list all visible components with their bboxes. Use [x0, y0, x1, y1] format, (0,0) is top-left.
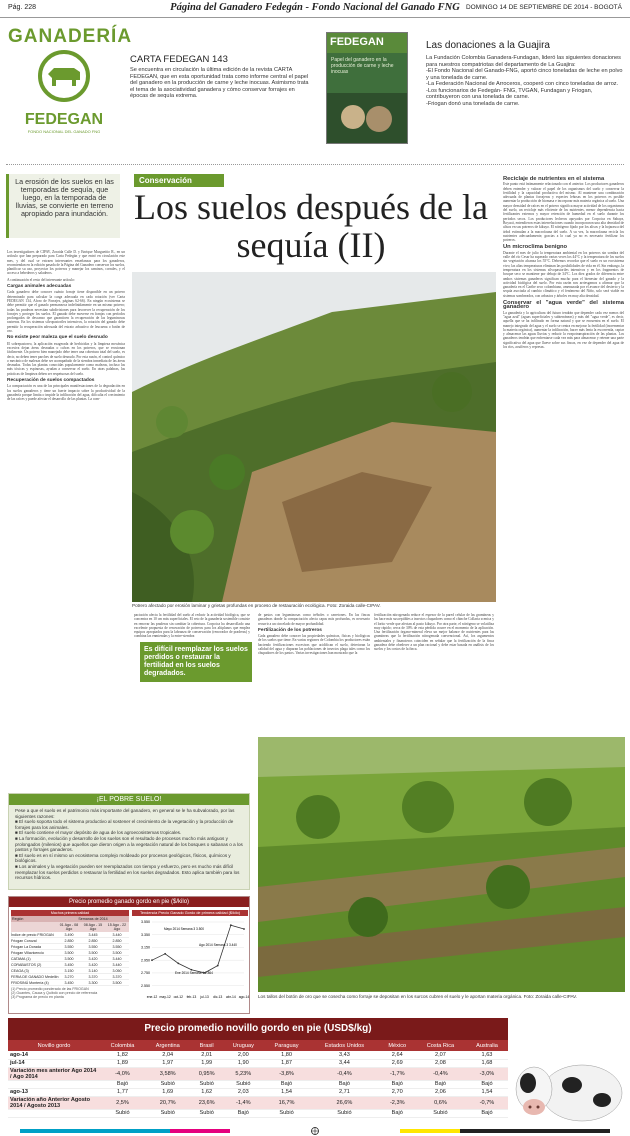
table-row	[8, 1051, 508, 1059]
price-cell: 1,87	[264, 1059, 310, 1067]
price-cell: Bajó	[466, 1080, 508, 1088]
subheading: Un microclima benigno	[503, 244, 568, 251]
region-name: CORABASTOS (2)	[11, 962, 42, 967]
lead-text: La erosión de los suelos en las temporadas de sequía, que luego, en la temporada de lluvias, se convierte en terreno apropiado para inundación.	[15, 177, 114, 218]
x-tick-label: ago-14	[238, 995, 250, 999]
price-cell: Bajó	[223, 1109, 264, 1117]
data-annotation: Mayo 2014 Semana 3 3.500	[163, 927, 205, 931]
week-column-header: 01 Ago - 08 Ago	[59, 923, 79, 931]
data-point	[164, 953, 166, 955]
price-cell: 16,7%	[264, 1096, 310, 1109]
price-cell: 2,03	[223, 1088, 264, 1096]
price-cell: 3.550	[112, 944, 122, 949]
divider	[6, 164, 624, 165]
price-cell: Subió	[145, 1109, 191, 1117]
table-note: (2) Guantes, Cauca y Quibdó con precio de referencia	[11, 991, 98, 995]
price-cell: 2,64	[380, 1051, 415, 1059]
y-tick-label: 2.550	[141, 983, 150, 988]
row-label: Variación año Anterior Agosto 2014 / Agosto 2013	[8, 1096, 100, 1109]
magazine-subtitle: Papel del ganadero en la producción de carne y leche inocuas	[331, 57, 394, 75]
usd-table-title: Precio promedio novillo gordo en pie (USD$/kg)	[8, 1018, 508, 1040]
table-row	[8, 1088, 508, 1096]
article-right-column	[503, 174, 624, 794]
box-title: ¡EL POBRE SUELO!	[9, 794, 249, 805]
price-trend-chart	[132, 910, 248, 1012]
column-header: Argentina	[145, 1040, 191, 1051]
y-tick-label: 3.150	[141, 945, 150, 950]
column-header: Colombia	[100, 1040, 145, 1051]
headline: Los suelos después de la sequía (II)	[134, 187, 488, 265]
paragraph: Cada ganadero debe conocer cuánto forraje tiene disponible en un potrero determinado para calcular la carga adecuada en cada rotación (ver Carta FEDEGAN 134, Aforo de Forrajes, páginas 62-66). En ningún ecosistema se debe permitir que el ganado permanezca indefinidamente en un mismo potrero; todas las praderas necesitan subdivisiones para favorecer la recuperación de los forrajes y proteger los suelos. El ganado debe moverse en franjas con períodos prolongados de descanso que garanticen la recuperación de las leguminosas rastreras. En los sistemas silvopastoriles intensivos, la rotación del ganado debe permitir la recuperación adecuada del estrato arbustivo de leucaena o botón de oro.	[7, 290, 125, 334]
price-cell: 1,89	[100, 1059, 145, 1067]
article-column-1	[7, 250, 125, 770]
region-name: Friogan Corozal	[11, 938, 37, 943]
magazine-cover-image	[327, 33, 407, 143]
price-cell: 3.420	[88, 956, 98, 961]
price-cell: 2,07	[415, 1051, 466, 1059]
table-row	[8, 1080, 508, 1088]
list-item: ■ La formación, evolución y desarrollo de los suelos son el resultado de procesos mucho más antiguos y prolongados (milenios) que aquellos que dieron origen a la vegetación natural de los bosques o sabanas o a los pastos y forrajes ganaderos.	[15, 835, 243, 853]
region-name: Friogan La Dorada	[11, 944, 41, 949]
data-annotation: Ene 2014 Semana 1 2.864	[175, 971, 213, 975]
fedegan-cow-logo-icon	[8, 48, 120, 106]
price-cell: 2.850	[112, 938, 122, 943]
region-name: CATAMA (1)	[11, 956, 31, 961]
y-tick-label: 2.950	[141, 958, 150, 963]
x-tick-label: feb-13	[186, 995, 197, 999]
price-cell: 1,82	[100, 1051, 145, 1059]
subheading: Recuperación de suelos compactados	[7, 378, 95, 384]
region-table	[11, 910, 129, 999]
donaciones-notice	[426, 40, 624, 107]
section-wordmark: GANADERÍA	[8, 26, 133, 47]
region-name: FRIOSINÚ Montería (4)	[11, 980, 49, 985]
price-cell: 3.300	[88, 980, 98, 985]
price-cell: 20,7%	[145, 1096, 191, 1109]
top-bar	[0, 0, 630, 18]
price-cell: 0,6%	[415, 1096, 466, 1109]
paragraph: Cada ganadero debe conocer las propiedades químicas, físicas y biológicas de los suelos que tiene. En varias regiones de Colombia los productores están haciendo fertilizaciones excesivas que acidifican el suelo, deterioran la calidad del agua y disparan las poblaciones de insectos plaga tales como los chupadores de los pastos. Varias investigaciones han mostrado que la	[258, 634, 370, 656]
pull-quote: Es difícil reemplazar los suelos perdidos o restaurar la fertilidad en los suelos degradados.	[140, 642, 252, 682]
price-cell: 3.500	[64, 950, 74, 955]
price-cell: 2,71	[309, 1088, 379, 1096]
price-cell: Subió	[309, 1109, 379, 1117]
price-cell: Subió	[145, 1080, 191, 1088]
column-header: Paraguay	[264, 1040, 310, 1051]
issue-date: DOMINGO 14 DE SEPTIEMBRE DE 2014 - BOGOTÁ	[465, 4, 622, 11]
table-title: Machos primera calidad	[11, 910, 129, 916]
row-label: jul-14	[8, 1059, 100, 1067]
price-box-title: Precio promedio ganado gordo en pie ($/kilo)	[9, 897, 249, 907]
paragraph: Los investigadores de CIPAV, Zoraida Calle D. y Enrique Murgueitio R., en un artículo que han preparado para Carta Fedegán y que entró en circulación este mes, y del cual se extraen interesantes enseñanzas para los ganaderos, recomiendan en la edición pasada de la Página del Ganadero conservar los suelos, planificar su uso, proyectar los potreros y manejar los caminos, corrales, y el acceso a bebederos y saladeros.	[7, 250, 125, 276]
column-header: Uruguay	[223, 1040, 264, 1051]
donaciones-title: Las donaciones a la Guajira	[426, 40, 550, 51]
price-cell: 3.140	[88, 968, 98, 973]
donaciones-item: -El Fondo Nacional del Ganado-FNG, aportó cinco toneladas de leche en polvo y una tonelada de carne.	[426, 68, 623, 81]
price-cell: -3,0%	[466, 1067, 508, 1080]
list-item: ■ El suelo soporta todo el sistema productivo al sostener el crecimiento de la vegetación y la producción de forrajes para los animales.	[15, 819, 234, 830]
x-tick-label: abr-14	[225, 995, 236, 999]
chart-title: Tendencia Precio Ganado Gordo de primera calidad ($/kilo)	[132, 910, 248, 916]
data-point	[177, 962, 179, 964]
price-cell: 3.270	[64, 974, 74, 979]
price-cell: 2,5%	[100, 1096, 145, 1109]
photo-caption: Los tallos del botón de oro que se cosecha como forraje se depositan en los surcos cubren el suelo y le aportan materia orgánica. Foto: Zoraida calle-CIPAV.	[258, 994, 578, 999]
price-cell: Subió	[415, 1109, 466, 1117]
table-note: (1) Precio promedio ponderado de las FRIOGAN	[11, 987, 89, 991]
column-header: Australia	[466, 1040, 508, 1051]
donaciones-item: -Los funcionarios de Fedegán- FNG, TVGAN, Fundagan y Friogan, contribuyeron con una tonelada de carne.	[426, 87, 593, 100]
price-cell: 1,99	[190, 1059, 222, 1067]
price-cell: 3.440	[112, 956, 122, 961]
price-cell: 1,54	[466, 1088, 508, 1096]
price-cell: 1,69	[145, 1088, 191, 1096]
price-cell: 1,77	[100, 1088, 145, 1096]
x-tick-label: ene-12	[146, 995, 158, 999]
price-cell: Subió	[190, 1080, 222, 1088]
price-cell: 1,62	[190, 1088, 222, 1096]
pobre-suelo-box	[8, 793, 250, 890]
usd-price-table	[8, 1018, 508, 1122]
column-header: Estados Unidos	[309, 1040, 379, 1051]
price-cell: 2.850	[88, 938, 98, 943]
paragraph: Este punto está íntimamente relacionado con el anterior. Los productores ganaderos deben entender y valorar el papel de los organismos del suelo y conservar la fertilidad y la capacidad productiva del mismo. Al mantener una combinación adecuada de plantas forrajeras y especies leñosas en los potreros es posible aumentar la producción de biomasa e incorporar más materia orgánica al suelo. Una mayor densidad de raíces en el potrero significa mayor actividad de los organismos del suelo, un reciclaje más eficiente de los nutrientes, menor dependencia hacia fertilizantes externos y mayor retención de humedad en el suelo durante los períodos secos. Los productores lecheros apoyados por Corpoica en Sabaya, Boyacá, entendieron estas interrelaciones cuando incorporaron una alta densidad de alisos en sus potreros de kikuyo. El nitrógeno fijado por los alisos y la hojarasca del árbol estimulan a la macrofauna del suelo. A su vez, la macrofauna recicla los nutrientes adecuadamente, gracias a lo cual ya no es necesario fertilizar los potreros.	[503, 182, 624, 243]
x-tick-label: oct-12	[173, 995, 184, 999]
list-item: ■ El suelo contiene el mayor depósito de agua de los agroecosistemas tropicales.	[15, 830, 182, 836]
price-cell: 0,95%	[190, 1067, 222, 1080]
price-cell: Bajó	[309, 1080, 379, 1088]
subheading: Reciclaje de nutrientes en el sistema	[503, 176, 605, 182]
paragraph: Durante el mes de julio la temperatura ambiental en los potreros sin sombra del valle del río Cesar ha superado varias veces los 44°C y la temperatura de los suelos sin vegetación alcanza los 55°C. Debemos recordar que el suelo es un ecosistema vivo; las altas temperaturas eliminan las posibilidades de vida en él. Sin embargo, la temperatura en los sistemas silvopastoriles intensivos y en los fragmentos de bosque seco se mantiene por debajo de 34°C. Los diez grados de diferencia entre ambos sistemas ganaderos significan mucho para el bienestar del ganado y la actividad biológica del suelo. Por esta razón nos arriesgamos a afirmar que la ganadería en el Caribe seco colombiano, amenazada por el avance del desierto y la sequía asociada al cambio climático y el fenómeno del Niño, solo será viable en sistemas sombreados, con arbustos y árboles en muy alta densidad.	[503, 250, 624, 298]
boton-de-oro-forage-photo	[258, 737, 625, 992]
price-cell: 2,70	[380, 1088, 415, 1096]
price-cell: 3.450	[64, 980, 74, 985]
row-label: Variación mes anterior Ago 2014 / Ago 2014	[8, 1067, 100, 1080]
x-tick-label: dic-13	[213, 995, 223, 999]
paragraph: A continuación el resto del interesante artículo:	[7, 277, 75, 282]
table-row	[8, 1067, 508, 1080]
price-cell: 3.150	[64, 968, 74, 973]
donaciones-intro: La Fundación Colombia Ganadera-Fundagan, lideró las siguientes donaciones para nuestros compatriotas del departamento de La Guajira:	[426, 55, 621, 68]
price-cell: Bajó	[264, 1080, 310, 1088]
page-number: Pág. 228	[8, 4, 37, 11]
region-name: Friogan Villavicencio	[11, 950, 44, 955]
price-cell: 3,43	[309, 1051, 379, 1059]
magazine-cover	[326, 32, 408, 144]
price-cell: Subió	[223, 1080, 264, 1088]
column-header: Costa Rica	[415, 1040, 466, 1051]
price-cell: 1,54	[264, 1088, 310, 1096]
price-cell: -0,4%	[309, 1067, 379, 1080]
price-cell: 3.450	[64, 962, 74, 967]
price-cell: -0,7%	[466, 1096, 508, 1109]
column-header: Novillo gordo	[8, 1040, 100, 1051]
data-point	[217, 965, 219, 967]
table-row	[8, 1059, 508, 1067]
price-cell: 2,04	[145, 1051, 191, 1059]
price-cell: 3.550	[64, 944, 74, 949]
price-cell: 3.370	[112, 974, 122, 979]
price-cell: 3.440	[112, 932, 122, 937]
paragraph: La ganadería y la agricultura del futuro tendrán que depender cada vez menos del "agua azul" (aguas superficiales y subterráneas) y más del "agua verde", es decir, aquella que se ha infiltrado en forma natural y que se encuentra en el suelo. El manejo integrado del agua y el suelo se centra en mejorar la fertilidad (incrementar la materia orgánica), aumentar la infiltración, hacer más lenta la escorrentía, captar y almacenar las aguas lluvias y reducir la evapotranspiración de las plantas. Los ganaderos tendrán que enfrentarse cada vez más para almacenar y retener una parte significativa del agua que llueve sobre sus fincas, en vez de depender del agua de los ríos, acuíferos y represas.	[503, 310, 624, 349]
chart-svg	[132, 916, 248, 1004]
lead-box	[6, 174, 120, 238]
donaciones-item: -Friogan donó una tonelada de carne.	[426, 100, 520, 107]
page-title: Página del Ganadero Fedegán - Fondo Nacional del Ganado FNG	[170, 2, 460, 13]
article-column-c	[374, 613, 494, 733]
section-label: Conservación	[134, 174, 224, 187]
carta-fedegan-notice	[130, 54, 310, 100]
article-column-a	[134, 613, 250, 791]
price-cell: -1,4%	[223, 1096, 264, 1109]
subheading: Cargas animales adecuadas	[7, 284, 72, 290]
week-spacer	[11, 922, 57, 932]
price-cell: Bajó	[466, 1109, 508, 1117]
subheading: Fertilización de los potreros	[258, 627, 322, 633]
price-cell: 1,80	[264, 1051, 310, 1059]
price-cell: 3.050	[112, 968, 122, 973]
price-cell: 3.420	[88, 962, 98, 967]
price-cell: 1,63	[466, 1051, 508, 1059]
data-point	[243, 928, 245, 930]
data-point	[230, 924, 232, 926]
cow-illustration	[512, 1045, 624, 1125]
row-label: ago-13	[8, 1088, 100, 1096]
price-cell: 3.370	[88, 974, 98, 979]
magazine-title: FEDEGAN	[330, 36, 384, 48]
y-tick-label: 3.550	[141, 920, 150, 925]
paragraph: La compactación es una de las principales manifestaciones de la degradación en los suelos ganaderos y tiene un fuerte impacto sobre la productividad de la ganadería porque limita o impide la infiltración del agua, dificulta el crecimiento de las raíces y puede afectar el desarrollo de las plantas. La com-	[7, 384, 125, 402]
data-point	[151, 959, 153, 961]
week-column-header: 08 Ago - 15 Ago	[83, 923, 103, 931]
paragraph: pactación afecta la fertilidad del suelo al reducir la actividad biológica, que se concentra en 10 cm más superficiales. El reto de la ganadería sostenible consiste en renovar las praderas sin cambiar la cobertura. Corpoica ha desarrollado una excelente propuesta de renovación de potreros para los altiplanos que emplea equipos apropiados para la labranza de conservación (renovador de praderas) y combina las enmiendas y la entre-siembra	[134, 613, 250, 639]
table-row	[8, 1109, 508, 1117]
price-cell: 3,44	[309, 1059, 379, 1067]
price-cell: -4,0%	[100, 1067, 145, 1080]
x-tick-label: jul-13	[200, 995, 209, 999]
row-label	[8, 1109, 100, 1117]
price-cell: Subió	[100, 1109, 145, 1117]
carta-body: Se encuentra en circulación la última edición de la revista CARTA FEDEGAN, que en esta oportunidad trata como informe central el papel del ganadero en la producción de carne y leche inocuas. Asimismo trata el tema de la asociatividad ganadera y cómo conservar forrajes en épocas de sequía extrema.	[130, 67, 309, 100]
column-header: México	[380, 1040, 415, 1051]
price-cell: Subió	[190, 1109, 222, 1117]
price-box	[8, 896, 250, 1014]
price-cell: 3.500	[88, 950, 98, 955]
subheading: Conservar el "agua verde" del sistema ganadero	[503, 300, 624, 311]
table-note: (3) Programa de precio en planta	[11, 995, 64, 999]
paragraph: fertilización nitrogenada reduce el espesor de la pared celular de las gramíneas y las hace más susceptibles a insectos chupadores como el chinche Collaria scenica y el lorito verde que afectan al pasto kikuyo. Por otra parte, el nitrógeno se volatiliza muy rápido; cerca de 30% de esta pérdida ocurre en el momento de la aplicación. Una fertilización órgano-mineral eleva un mejor balance de nutrientes para las gramíneas que la fertilización nitrogenada convencional. Así, los argumentos ambientales y financieros coinciden en señalar que la fertilización de la finca ganadera debe obedecer a un plan racional y debe estar basada en análisis de los suelos y los costos de la finca.	[374, 613, 494, 652]
logo-subtitle: FONDO NACIONAL DEL GANADO FNG	[27, 129, 101, 134]
price-cell: Bajó	[380, 1109, 415, 1117]
price-cell: 3,58%	[145, 1067, 191, 1080]
price-cell: Bajó	[415, 1080, 466, 1088]
price-cell: -2,3%	[380, 1096, 415, 1109]
price-cell: 1,97	[145, 1059, 191, 1067]
data-annotation: Ago 2014 Semana 3 3.440	[199, 943, 237, 947]
brand-block	[8, 26, 133, 146]
paragraph: El sobrepastoreo, la aplicación exagerada de herbicidas y la limpieza mecánica excesiva dejan áreas desnudas o calvas en los potreros, que se erosionan fácilmente. Un potrero bien manejado debe tener una cobertura total del suelo, es decir, no deben tener parches de suelo desnudo. Por esta razón, el control químico o mecánico de malezas debe ser acompañado de la siembra inmediata de las áreas desnudas. Todas las plantas conocidas popularmente como malezas, incluso las más tóxicas y espinosas, ayudan a conservar el suelo. En otras palabras, las prácticas de limpieza deben ser respetuosas del suelo.	[7, 341, 125, 376]
table-row	[8, 1096, 508, 1109]
price-cell: Bajó	[380, 1080, 415, 1088]
subheading: No existe peor maleza que el suelo desnudo	[7, 335, 108, 341]
price-cell: 2,08	[415, 1059, 466, 1067]
price-cell: -1,7%	[380, 1067, 415, 1080]
region-name: CEAGA (3)	[11, 968, 29, 973]
photo-caption: Potrero afectado por erosión laminar y grietas profundas en proceso de restauración ecológica. Foto: Zoraida calle-CIPAV.	[132, 603, 381, 608]
price-cell: Bajó	[100, 1080, 145, 1088]
logo-wordmark: FEDEGAN	[24, 111, 104, 128]
x-tick-label: may-12	[159, 995, 171, 999]
y-tick-label: 2.750	[141, 971, 150, 976]
price-cell: 3.550	[88, 944, 98, 949]
region-name: FERIA DE GANADO Medellín	[11, 974, 59, 979]
price-cell: 2,00	[223, 1051, 264, 1059]
price-cell: 1,90	[223, 1059, 264, 1067]
y-tick-label: 3.350	[141, 932, 150, 937]
eroded-pasture-photo	[132, 272, 496, 602]
price-cell: 23,6%	[190, 1096, 222, 1109]
price-cell: 2,01	[190, 1051, 222, 1059]
price-cell: 26,6%	[309, 1096, 379, 1109]
week-column-header: 15 Ago - 22 Ago	[107, 923, 127, 931]
region-name: Índice de precio FRIOGAN	[11, 932, 54, 937]
series-line	[152, 925, 244, 973]
column-header: Brasil	[190, 1040, 222, 1051]
row-label: ago-14	[8, 1051, 100, 1059]
price-cell: 3.500	[112, 950, 122, 955]
carta-title: CARTA FEDEGAN 143	[130, 54, 228, 65]
list-item: ■ Los animales y la vegetación pueden ser reemplazados con tiempo y esfuerzo, pero es mucho más difícil reemplazar los suelos perdidos o restaurar la fertilidad en los suelos degradados. Esto aplica también para los recursos hídricos.	[15, 863, 240, 881]
price-cell: -3,8%	[264, 1067, 310, 1080]
price-cell: 3.445	[88, 932, 98, 937]
price-cell: 2,69	[380, 1059, 415, 1067]
paragraph: de pastos con leguminosas como tréboles o carretones. En las fincas ganaderas donde la compactación afecta capas más profundas, es necesario recurrir a un cincelado de mayor profundidad.	[258, 613, 370, 626]
table-row	[11, 980, 129, 986]
price-cell: 2,06	[415, 1088, 466, 1096]
price-cell: 3.440	[112, 962, 122, 967]
price-cell: 3.490	[64, 932, 74, 937]
donaciones-item: -La Federación Nacional de Arroceros, cooperó con cinco toneladas de arroz.	[426, 81, 619, 87]
box-intro: Pese a que el suelo es el patrimonio más importante del ganadero, en general se le ha subvalorado, por las siguientes razones:	[15, 808, 235, 819]
price-cell: -0,4%	[415, 1067, 466, 1080]
price-cell: 3.500	[112, 980, 122, 985]
price-cell: 1,68	[466, 1059, 508, 1067]
price-cell: 2.850	[64, 938, 74, 943]
region-header: Región	[12, 917, 24, 921]
price-cell: Subió	[264, 1109, 310, 1117]
print-color-bar	[0, 1126, 630, 1136]
price-cell: 5,23%	[223, 1067, 264, 1080]
week-header: Semanas de 2014	[78, 917, 108, 921]
row-label	[8, 1080, 100, 1088]
price-cell: 3.500	[64, 956, 74, 961]
list-item: ■ El suelo es en sí mismo un ecosistema complejo moldeado por procesos geológicos, físicos, químicos y biológicos.	[15, 852, 231, 864]
